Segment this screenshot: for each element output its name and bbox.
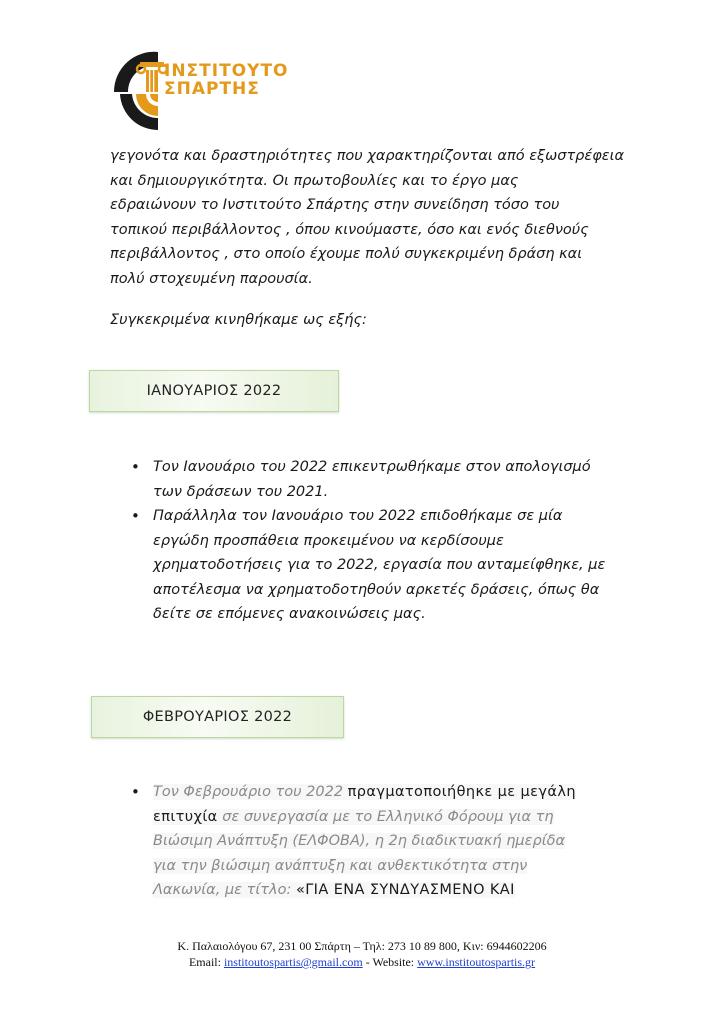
intro-line: περιβάλλοντος , στο οποίο έχουμε πολύ συγκεκριμένη δράση και bbox=[110, 246, 583, 262]
feb-text-grey: Λακωνία, με τίτλο: bbox=[153, 882, 296, 898]
list-item bbox=[131, 455, 631, 504]
feb-text-grey: σε συνεργασία με το Ελληνικό Φόρουμ για τη bbox=[217, 808, 554, 825]
logo-line-2: ΣΠΑΡΤΗΣ bbox=[164, 79, 260, 99]
website-label: - Website: bbox=[362, 955, 418, 969]
intro-line: τοπικού περιβάλλοντος , όπου κινούμαστε, όσο και ενός διεθνούς bbox=[110, 221, 589, 238]
intro-line: εδραιώνουν το Ινστιτούτο Σπάρτης στην συνείδηση τόσο του bbox=[110, 197, 560, 213]
list-item-line: αποτέλεσμα να χρηματοδοτηθούν αρκετές δράσεις, όπως θα bbox=[153, 581, 600, 598]
feb-text-dark: επιτυχία bbox=[153, 808, 218, 825]
footer-address-text: Κ. Παλαιολόγου 67, 231 00 Σπάρτη – Τηλ: 273 10 89 800, Κιν: 6944602206 bbox=[177, 939, 547, 953]
institute-logo bbox=[110, 48, 289, 132]
feb-text-grey: για την βιώσιμη ανάπτυξη και ανθεκτικότητα στην bbox=[153, 857, 528, 874]
list-item-line: δείτε σε επόμενες ανακοινώσεις μας. bbox=[153, 606, 426, 622]
logo-wordmark bbox=[164, 62, 289, 98]
list-item bbox=[131, 504, 631, 627]
list-item-line: των δράσεων του 2021. bbox=[153, 483, 329, 500]
january-heading bbox=[89, 370, 339, 412]
january-heading-text: ΙΑΝΟΥΑΡΙΟΣ 2022 bbox=[146, 383, 282, 399]
intro-line: και δημιουργικότητα. Οι πρωτοβουλίες και το έργο μας bbox=[110, 172, 519, 189]
february-list bbox=[131, 780, 611, 903]
email-link[interactable]: institoutospartis@gmail.com bbox=[223, 955, 363, 969]
intro-paragraph bbox=[110, 144, 625, 291]
january-list bbox=[131, 455, 631, 627]
intro-lead-text: Συγκεκριμένα κινηθήκαμε ως εξής: bbox=[110, 312, 367, 328]
feb-text-dark: «ΓΙΑ ΕΝΑ ΣΥΝΔΥΑΣΜΕΝΟ ΚΑΙ bbox=[295, 882, 515, 898]
february-heading bbox=[91, 696, 344, 738]
list-item bbox=[131, 780, 611, 903]
logo-line-1: ΙΝΣΤΙΤΟΥΤΟ bbox=[164, 61, 289, 81]
list-item-line: Τον Ιανουάριο του 2022 επικεντρωθήκαμε στον απολογισμό bbox=[153, 459, 591, 475]
ionic-column-sun-logo-icon bbox=[110, 48, 170, 132]
feb-text-grey: Τον Φεβρουάριο του 2022 bbox=[153, 784, 348, 800]
list-item-line: χρηματοδοτήσεις για το 2022, εργασία που ανταμείφθηκε, με bbox=[153, 557, 606, 573]
footer-address bbox=[0, 938, 724, 954]
intro-lead bbox=[110, 308, 625, 333]
list-item-line: Παράλληλα τον Ιανουάριο του 2022 επιδοθήκαμε σε μία bbox=[153, 508, 563, 524]
intro-line: πολύ στοχευμένη παρουσία. bbox=[110, 270, 313, 287]
footer-contact bbox=[0, 954, 724, 970]
feb-text-dark: πραγματοποιήθηκε με μεγάλη bbox=[347, 784, 576, 800]
list-item-line: εργώδη προσπάθεια προκειμένου να κερδίσουμε bbox=[153, 532, 504, 549]
february-heading-text: ΦΕΒΡΟΥΑΡΙΟΣ 2022 bbox=[142, 709, 293, 725]
website-link[interactable]: www.institoutospartis.gr bbox=[417, 955, 536, 969]
feb-text-grey: Βιώσιμη Ανάπτυξη (ΕΛΦΟΒΑ), η 2η διαδικτυακή ημερίδα bbox=[153, 833, 566, 849]
intro-line: γεγονότα και δραστηριότητες που χαρακτηρίζονται από εξωστρέφεια bbox=[110, 148, 625, 164]
email-label: Email: bbox=[188, 955, 224, 969]
